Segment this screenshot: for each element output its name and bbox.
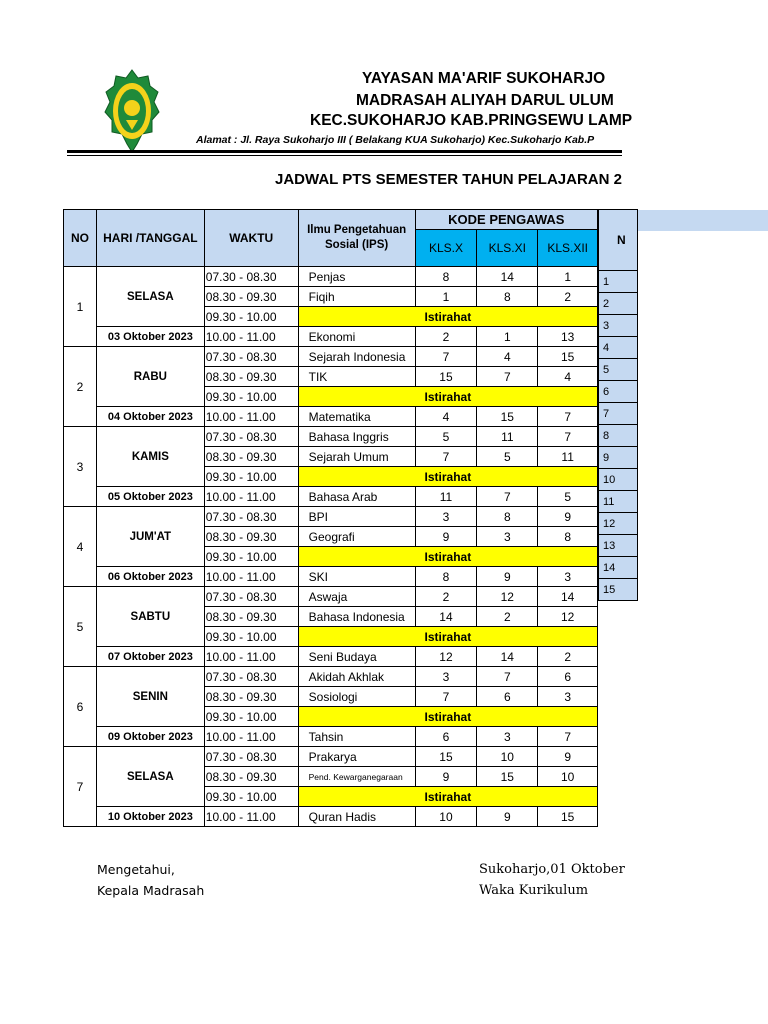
table-row: [64, 567, 622, 587]
time-slot: 08.30 - 09.30: [204, 287, 298, 307]
time-slot: 09.30 - 10.00: [204, 627, 298, 647]
code-kls-xii: 2: [538, 287, 598, 307]
table-row: [64, 487, 622, 507]
col-supervisor-code: KODE PENGAWAS: [415, 210, 598, 230]
break-label: Istirahat: [298, 387, 597, 407]
side-number: 7: [599, 403, 638, 425]
header-rule-thin: [67, 155, 622, 156]
subject-name: Geografi: [298, 527, 415, 547]
day-date: 10 Oktober 2023: [96, 807, 204, 827]
col-kls-x: KLS.X: [415, 230, 477, 267]
side-number: 10: [599, 469, 638, 491]
code-kls-xii: 6: [538, 667, 598, 687]
code-kls-xi: 3: [477, 527, 538, 547]
day-name: SELASA: [96, 747, 204, 807]
side-row: [599, 425, 638, 447]
table-row: [64, 807, 622, 827]
school-name: MADRASAH ALIYAH DARUL ULUM: [356, 92, 614, 109]
school-location: KEC.SUKOHARJO KAB.PRINGSEWU LAMP: [310, 112, 633, 129]
side-row: [599, 271, 638, 293]
day-name: SELASA: [96, 267, 204, 327]
table-row: [64, 407, 622, 427]
code-kls-xii: 14: [538, 587, 598, 607]
subject-name: TIK: [298, 367, 415, 387]
code-kls-xii: 7: [538, 727, 598, 747]
day-name: KAMIS: [96, 427, 204, 487]
subject-name: Penjas: [298, 267, 415, 287]
code-kls-xi: 11: [477, 427, 538, 447]
time-slot: 09.30 - 10.00: [204, 467, 298, 487]
day-date: 06 Oktober 2023: [96, 567, 204, 587]
code-kls-xii: 11: [538, 447, 598, 467]
side-number: 14: [599, 557, 638, 579]
side-number: 5: [599, 359, 638, 381]
side-number: 11: [599, 491, 638, 513]
code-kls-xi: 10: [477, 747, 538, 767]
code-kls-x: 7: [415, 687, 477, 707]
code-kls-xii: 3: [538, 687, 598, 707]
code-kls-xi: 9: [477, 567, 538, 587]
time-slot: 07.30 - 08.30: [204, 267, 298, 287]
day-date: 04 Oktober 2023: [96, 407, 204, 427]
code-kls-xi: 7: [477, 367, 538, 387]
side-row: [599, 359, 638, 381]
time-slot: 09.30 - 10.00: [204, 707, 298, 727]
time-slot: 07.30 - 08.30: [204, 747, 298, 767]
side-number: 3: [599, 315, 638, 337]
side-number: 1: [599, 271, 638, 293]
code-kls-xi: 7: [477, 667, 538, 687]
table-row: [64, 327, 622, 347]
code-kls-x: 4: [415, 407, 477, 427]
subject-name: Bahasa Arab: [298, 487, 415, 507]
time-slot: 09.30 - 10.00: [204, 547, 298, 567]
code-kls-xii: 5: [538, 487, 598, 507]
side-row: [599, 447, 638, 469]
side-number: 9: [599, 447, 638, 469]
break-label: Istirahat: [298, 787, 597, 807]
subject-name: Pend. Kewarganegaraan: [298, 767, 415, 787]
col-time: WAKTU: [204, 210, 298, 267]
time-slot: 08.30 - 09.30: [204, 687, 298, 707]
code-kls-xii: 13: [538, 327, 598, 347]
side-row: [599, 381, 638, 403]
code-kls-x: 8: [415, 567, 477, 587]
table-row: [64, 587, 622, 607]
code-kls-x: 11: [415, 487, 477, 507]
code-kls-xi: 4: [477, 347, 538, 367]
side-number: 4: [599, 337, 638, 359]
side-row: [599, 403, 638, 425]
subject-name: Matematika: [298, 407, 415, 427]
subject-name: Aswaja: [298, 587, 415, 607]
code-kls-x: 8: [415, 267, 477, 287]
time-slot: 10.00 - 11.00: [204, 407, 298, 427]
code-kls-x: 15: [415, 367, 477, 387]
footer-acknowledged: Mengetahui,: [97, 862, 175, 877]
code-kls-xi: 14: [477, 647, 538, 667]
time-slot: 10.00 - 11.00: [204, 327, 298, 347]
time-slot: 07.30 - 08.30: [204, 667, 298, 687]
side-number: 12: [599, 513, 638, 535]
table-row: [64, 267, 622, 287]
madrasah-logo: [104, 68, 160, 154]
code-kls-x: 15: [415, 747, 477, 767]
code-kls-xii: 7: [538, 427, 598, 447]
side-row: [599, 513, 638, 535]
time-slot: 10.00 - 11.00: [204, 487, 298, 507]
side-row: [599, 293, 638, 315]
side-row: [599, 491, 638, 513]
schedule-table: [63, 209, 622, 827]
code-kls-x: 5: [415, 427, 477, 447]
footer-headmaster: Kepala Madrasah: [97, 883, 205, 898]
subject-name: Sejarah Umum: [298, 447, 415, 467]
code-kls-x: 3: [415, 667, 477, 687]
subject-name: Ekonomi: [298, 327, 415, 347]
break-label: Istirahat: [298, 627, 597, 647]
code-kls-x: 6: [415, 727, 477, 747]
break-label: Istirahat: [298, 547, 597, 567]
code-kls-xi: 8: [477, 507, 538, 527]
code-kls-xii: 10: [538, 767, 598, 787]
subject-name: Prakarya: [298, 747, 415, 767]
side-row: [599, 535, 638, 557]
day-date: 09 Oktober 2023: [96, 727, 204, 747]
time-slot: 08.30 - 09.30: [204, 607, 298, 627]
time-slot: 09.30 - 10.00: [204, 307, 298, 327]
code-kls-xii: 4: [538, 367, 598, 387]
subject-name: Akidah Akhlak: [298, 667, 415, 687]
code-kls-xi: 8: [477, 287, 538, 307]
day-date: 05 Oktober 2023: [96, 487, 204, 507]
day-date: 03 Oktober 2023: [96, 327, 204, 347]
time-slot: 10.00 - 11.00: [204, 567, 298, 587]
col-subject: Ilmu Pengetahuan Sosial (IPS): [298, 210, 415, 267]
time-slot: 10.00 - 11.00: [204, 647, 298, 667]
time-slot: 07.30 - 08.30: [204, 347, 298, 367]
side-number: 8: [599, 425, 638, 447]
side-number: 13: [599, 535, 638, 557]
col-no: NO: [64, 210, 97, 267]
code-kls-xii: 9: [538, 747, 598, 767]
code-kls-xi: 15: [477, 407, 538, 427]
side-row: [599, 315, 638, 337]
time-slot: 08.30 - 09.30: [204, 767, 298, 787]
code-kls-xi: 14: [477, 267, 538, 287]
code-kls-xi: 15: [477, 767, 538, 787]
table-row: [64, 667, 622, 687]
time-slot: 08.30 - 09.30: [204, 527, 298, 547]
day-number: 1: [64, 267, 97, 347]
side-row: [599, 469, 638, 491]
day-name: SENIN: [96, 667, 204, 727]
code-kls-xii: 15: [538, 347, 598, 367]
subject-name: Bahasa Indonesia: [298, 607, 415, 627]
subject-name: Bahasa Inggris: [298, 427, 415, 447]
code-kls-xii: 15: [538, 807, 598, 827]
side-row: [599, 579, 638, 601]
day-number: 6: [64, 667, 97, 747]
code-kls-xi: 1: [477, 327, 538, 347]
code-kls-x: 12: [415, 647, 477, 667]
time-slot: 07.30 - 08.30: [204, 507, 298, 527]
time-slot: 07.30 - 08.30: [204, 427, 298, 447]
break-label: Istirahat: [298, 467, 597, 487]
day-number: 5: [64, 587, 97, 667]
table-row: [64, 747, 622, 767]
side-row: [599, 557, 638, 579]
side-row: [599, 337, 638, 359]
code-kls-x: 7: [415, 347, 477, 367]
table-row: [64, 347, 622, 367]
subject-name: Quran Hadis: [298, 807, 415, 827]
subject-name: SKI: [298, 567, 415, 587]
footer-place-date: Sukoharjo,01 Oktober: [479, 862, 625, 877]
code-kls-xii: 12: [538, 607, 598, 627]
code-kls-x: 2: [415, 587, 477, 607]
day-number: 7: [64, 747, 97, 827]
code-kls-x: 9: [415, 527, 477, 547]
code-kls-x: 1: [415, 287, 477, 307]
code-kls-xi: 9: [477, 807, 538, 827]
code-kls-xii: 1: [538, 267, 598, 287]
footer-curriculum-head: Waka Kurikulum: [479, 883, 589, 898]
code-kls-xi: 7: [477, 487, 538, 507]
side-number-column: [598, 209, 626, 596]
day-number: 2: [64, 347, 97, 427]
table-row: [64, 727, 622, 747]
side-number: 2: [599, 293, 638, 315]
time-slot: 09.30 - 10.00: [204, 387, 298, 407]
subject-name: Sosiologi: [298, 687, 415, 707]
day-name: JUM'AT: [96, 507, 204, 567]
code-kls-x: 10: [415, 807, 477, 827]
time-slot: 10.00 - 11.00: [204, 727, 298, 747]
time-slot: 10.00 - 11.00: [204, 807, 298, 827]
side-number: 15: [599, 579, 638, 601]
day-name: RABU: [96, 347, 204, 407]
code-kls-xii: 9: [538, 507, 598, 527]
foundation-name: YAYASAN MA'ARIF SUKOHARJO: [362, 70, 606, 87]
page-title: JADWAL PTS SEMESTER TAHUN PELAJARAN 2: [275, 171, 622, 188]
day-name: SABTU: [96, 587, 204, 647]
day-number: 3: [64, 427, 97, 507]
code-kls-x: 9: [415, 767, 477, 787]
header-rule-thick: [67, 150, 622, 153]
break-label: Istirahat: [298, 307, 597, 327]
code-kls-xi: 5: [477, 447, 538, 467]
day-number: 4: [64, 507, 97, 587]
col-day-date: HARI /TANGGAL: [96, 210, 204, 267]
code-kls-x: 3: [415, 507, 477, 527]
subject-name: Fiqih: [298, 287, 415, 307]
code-kls-xi: 3: [477, 727, 538, 747]
time-slot: 09.30 - 10.00: [204, 787, 298, 807]
col-kls-xi: KLS.XI: [477, 230, 538, 267]
time-slot: 08.30 - 09.30: [204, 447, 298, 467]
subject-name: Seni Budaya: [298, 647, 415, 667]
code-kls-xii: 2: [538, 647, 598, 667]
subject-name: Sejarah Indonesia: [298, 347, 415, 367]
code-kls-xi: 12: [477, 587, 538, 607]
table-row: [64, 507, 622, 527]
table-row: [64, 427, 622, 447]
subject-name: Tahsin: [298, 727, 415, 747]
subject-name: BPI: [298, 507, 415, 527]
school-address: Alamat : Jl. Raya Sukoharjo III ( Belakang KUA Sukoharjo) Kec.Sukoharjo Kab.P: [196, 134, 595, 146]
side-number: 6: [599, 381, 638, 403]
time-slot: 08.30 - 09.30: [204, 367, 298, 387]
break-label: Istirahat: [298, 707, 597, 727]
code-kls-xii: 3: [538, 567, 598, 587]
day-date: 07 Oktober 2023: [96, 647, 204, 667]
code-kls-xii: 8: [538, 527, 598, 547]
side-header: N: [599, 210, 638, 271]
time-slot: 07.30 - 08.30: [204, 587, 298, 607]
col-kls-xii: KLS.XII: [538, 230, 598, 267]
schedule-table-container: [63, 209, 622, 849]
code-kls-x: 14: [415, 607, 477, 627]
code-kls-x: 2: [415, 327, 477, 347]
side-header-strip: [622, 210, 768, 231]
code-kls-xi: 2: [477, 607, 538, 627]
code-kls-xi: 6: [477, 687, 538, 707]
table-row: [64, 647, 622, 667]
code-kls-x: 7: [415, 447, 477, 467]
code-kls-xii: 7: [538, 407, 598, 427]
